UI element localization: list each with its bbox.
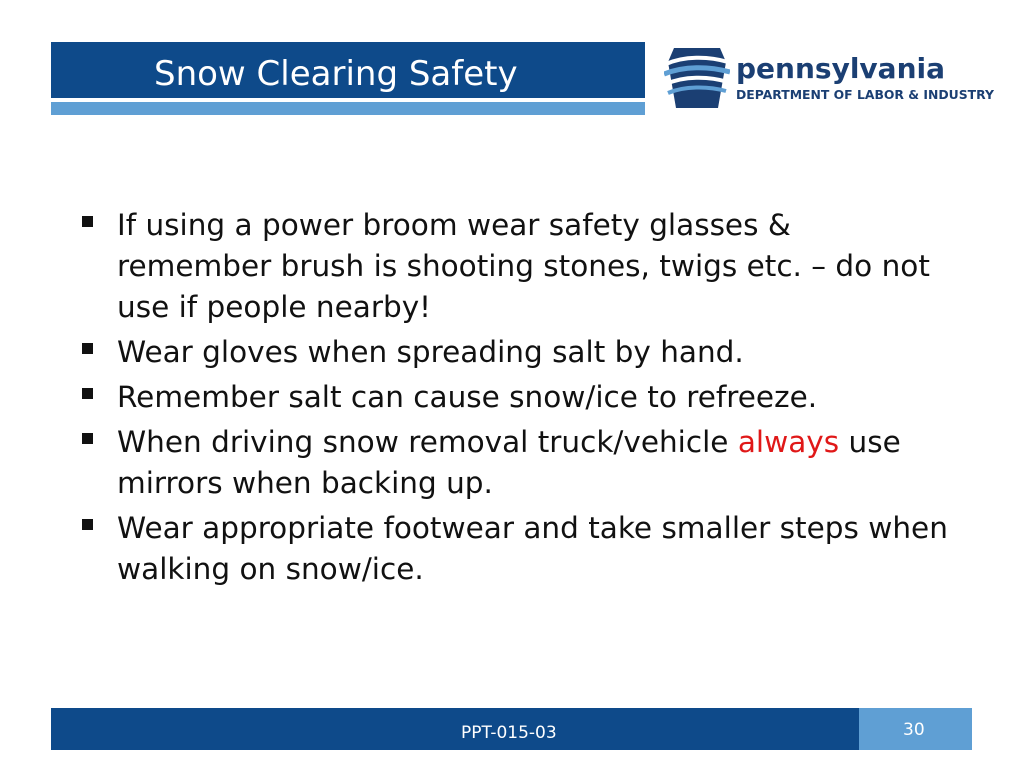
logo-name: pennsylvania bbox=[736, 52, 945, 85]
footer-code: PPT-015-03 bbox=[461, 723, 557, 743]
page-number: 30 bbox=[903, 720, 925, 740]
bullet-text: If using a power broom wear safety glasses & remember brush is shooting stones, twigs etc. – do not use if people nearby! bbox=[117, 208, 930, 324]
pennsylvania-logo bbox=[664, 42, 994, 112]
bullet-item bbox=[80, 205, 950, 328]
bullet-list bbox=[80, 205, 950, 594]
square-bullet-icon bbox=[82, 388, 93, 399]
bullet-text: Remember salt can cause snow/ice to refreeze. bbox=[117, 380, 818, 414]
bullet-text: Wear gloves when spreading salt by hand. bbox=[117, 335, 744, 369]
title-underline bbox=[51, 102, 645, 115]
bullet-text: Wear appropriate footwear and take smaller steps when walking on snow/ice. bbox=[117, 511, 948, 586]
bullet-text: When driving snow removal truck/vehicle bbox=[117, 425, 738, 459]
keystone-logo-icon bbox=[664, 42, 730, 112]
square-bullet-icon bbox=[82, 343, 93, 354]
logo-department: DEPARTMENT OF LABOR & INDUSTRY bbox=[736, 87, 994, 102]
bullet-item bbox=[80, 422, 950, 504]
bullet-item bbox=[80, 332, 950, 373]
bullet-text: use mirrors when backing up. bbox=[117, 425, 901, 500]
footer-bar bbox=[51, 708, 859, 750]
square-bullet-icon bbox=[82, 519, 93, 530]
square-bullet-icon bbox=[82, 433, 93, 444]
bullet-item bbox=[80, 508, 950, 590]
bullet-item bbox=[80, 377, 950, 418]
square-bullet-icon bbox=[82, 216, 93, 227]
highlight-text: always bbox=[737, 425, 840, 459]
slide-title: Snow Clearing Safety bbox=[154, 54, 518, 94]
